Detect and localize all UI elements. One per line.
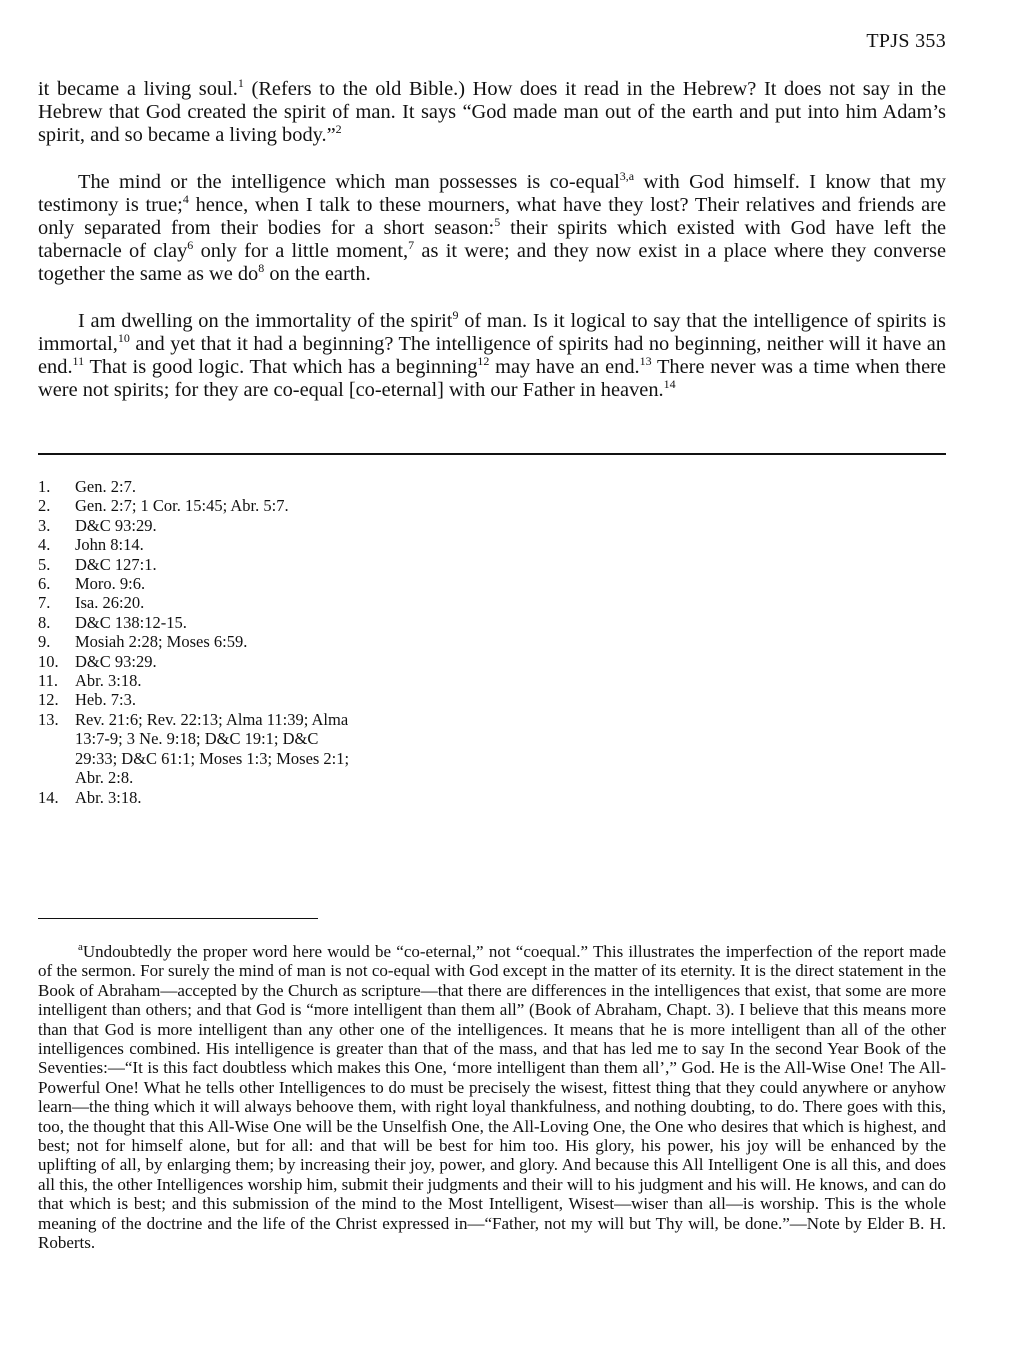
note-item	[38, 516, 358, 535]
note-number: 10.	[38, 651, 59, 671]
footnote-text: Undoubtedly the proper word here would be “co-eternal,” not “coequal.” This illustrates the imperfection of the report made of the sermon. For surely the mind of man is not co-equal with God except in the matter of its eternity. It is the direct statement in the Book of Abraham—accepted by the Church as scripture—that there are differences in the intelligences that exist, that some are more intelligent than others; and that God is “more intelligent than them all” (Book of Abraham, Chapt. 3). I believe that this means more than that God is more intelligent than any other one of the intelligences. It means that he is more intelligent than all of the other intelligences combined. His intelligence is greater than that of the mass, and that has led me to say In the second Year Book of the Seventies:—“It is this fact doubtless which makes this One, ‘more intelligent than them all’,” God. He is the All-Wise One! The All-Powerful One! What he tells other Intelligences to do must be precisely the wisest, fittest thing that they could anywhere or anyhow learn—the thing which it will always behoove them, with right loyal thankfulness, and nothing doubting, to do. There goes with this, too, the thought that this All-Wise One will be the Unselfish One, the All-Loving One, the One who desires that which is highest, and best; not for himself alone, but for all: and that will be best for him too. His glory, his power, his joy will be enhanced by the uplifting of all, by enlarging them; by increasing their joy, power, and glory. And because this All Intelligent One is all this, and does all this, the other Intelligences worship him, submit their judgments and their will to his judgment and his will. He knows, and can do that which is best; and this submission of the mind to the Most Intelligent, Wisest—wiser than all—is worship. This is the whole meaning of the doctrine and the life of the Christ expressed in—“Father, not my will but Thy will, be done.”—Note by Elder B. H. Roberts.	[38, 942, 946, 1253]
note-item	[38, 652, 358, 671]
note-number: 12.	[38, 690, 59, 710]
footnote-divider	[38, 918, 318, 919]
note-reference: John 8:14.	[75, 535, 144, 555]
text-run: only for a little moment,	[193, 240, 409, 263]
footnote-ref: 14	[663, 377, 676, 392]
note-item	[38, 632, 358, 651]
note-reference: Rev. 21:6; Rev. 22:13; Alma 11:39; Alma 13:7-9; 3 Ne. 9:18; D&C 19:1; D&C 29:33; D&C 61:1; Moses 1:3; Moses 2:1; Abr. 2:8.	[75, 709, 350, 788]
footnote-ref: 1	[237, 76, 244, 90]
note-reference: Mosiah 2:28; Moses 6:59.	[75, 632, 248, 652]
note-number: 11.	[38, 671, 59, 691]
note-reference: Gen. 2:7.	[75, 477, 136, 496]
note-item	[38, 477, 358, 496]
text-run: with God himself. I know that my testimony is true;	[38, 170, 946, 216]
footnote-ref: 9	[452, 307, 459, 322]
scripture-notes-list	[38, 477, 358, 807]
note-number: 4.	[38, 535, 51, 555]
note-reference: D&C 138:12-15.	[75, 612, 187, 632]
note-number: 7.	[38, 593, 51, 613]
text-run: of man. Is it logical to say that the intelligence of spirits is immortal,	[38, 309, 946, 355]
note-reference: Gen. 2:7; 1 Cor. 15:45; Abr. 5:7.	[75, 496, 289, 516]
footnote-ref: 3,a	[619, 168, 635, 183]
text-run: it became a living soul.	[38, 78, 238, 100]
note-number: 13.	[38, 709, 59, 729]
note-reference: Moro. 9:6.	[75, 574, 146, 594]
text-run: on the earth.	[264, 263, 371, 286]
text-run: I am dwelling on the immortality of the spirit	[78, 309, 453, 332]
note-reference: D&C 93:29.	[75, 651, 157, 671]
paragraph-2	[38, 168, 946, 287]
footnote-ref: 2	[335, 122, 342, 137]
note-item	[38, 671, 358, 690]
footnote-ref: 10	[117, 330, 130, 345]
note-reference: Abr. 3:18.	[75, 787, 142, 807]
text-run: may have an end.	[489, 356, 640, 379]
footnote-ref: 8	[258, 261, 265, 276]
note-number: 14.	[38, 787, 59, 807]
running-head: TPJS 353	[866, 30, 946, 52]
note-number: 9.	[38, 632, 51, 652]
footnote-ref: 13	[639, 354, 652, 369]
editorial-footnote	[38, 942, 946, 1253]
footnote-ref: 5	[494, 215, 501, 230]
text-run: That is good logic. That which has a beginning	[84, 356, 478, 379]
note-item	[38, 690, 358, 709]
note-item	[38, 496, 358, 515]
footnote-ref: 12	[477, 354, 490, 369]
note-item	[38, 613, 358, 632]
section-divider	[38, 453, 946, 455]
note-number: 3.	[38, 515, 51, 535]
text-run: as it were; and they now exist in a place where they converse together the same as we do	[38, 240, 946, 286]
footnote-ref: 11	[72, 354, 85, 369]
paragraph-1	[38, 78, 946, 148]
text-run: There never was a time when there were not spirits; for they are co-equal [co-eternal] with our Father in heaven.	[38, 356, 946, 402]
note-number: 6.	[38, 574, 51, 594]
note-number: 5.	[38, 554, 51, 574]
note-reference: Heb. 7:3.	[75, 690, 136, 710]
note-number: 8.	[38, 612, 51, 632]
text-run: hence, when I talk to these mourners, what have they lost? Their relatives and friends are only separated from their bodies for a short season:	[38, 193, 946, 240]
note-item	[38, 593, 358, 612]
text-run: and yet that it had a beginning? The intelligence of spirits had no beginning, neither will it have an end.	[38, 332, 946, 379]
footnote-ref: 4	[182, 191, 189, 206]
note-number: 2.	[38, 496, 51, 516]
note-item	[38, 555, 358, 574]
paragraph-3	[38, 307, 946, 403]
note-item	[38, 535, 358, 554]
text-run: The mind or the intelligence which man possesses is co-equal	[78, 170, 620, 193]
footnote-mark: a	[78, 941, 83, 953]
text-run: their spirits which existed with God have left the tabernacle of clay	[38, 217, 946, 263]
note-item	[38, 574, 358, 593]
note-reference: Abr. 3:18.	[75, 671, 142, 691]
footnote-ref: 6	[187, 238, 194, 253]
footnote-ref: 7	[408, 238, 415, 253]
note-number: 1.	[38, 477, 51, 496]
note-item	[38, 710, 358, 788]
note-reference: Isa. 26:20.	[75, 593, 145, 613]
text-run: (Refers to the old Bible.) How does it read in the Hebrew? It does not say in the Hebrew that God created the spirit of man. It says “God made man out of the earth and put into him Adam’s spirit, and so became a living body.”	[38, 78, 947, 147]
note-reference: D&C 93:29.	[75, 515, 157, 535]
note-reference: D&C 127:1.	[75, 554, 157, 574]
body-text	[38, 78, 946, 425]
note-item	[38, 788, 358, 807]
